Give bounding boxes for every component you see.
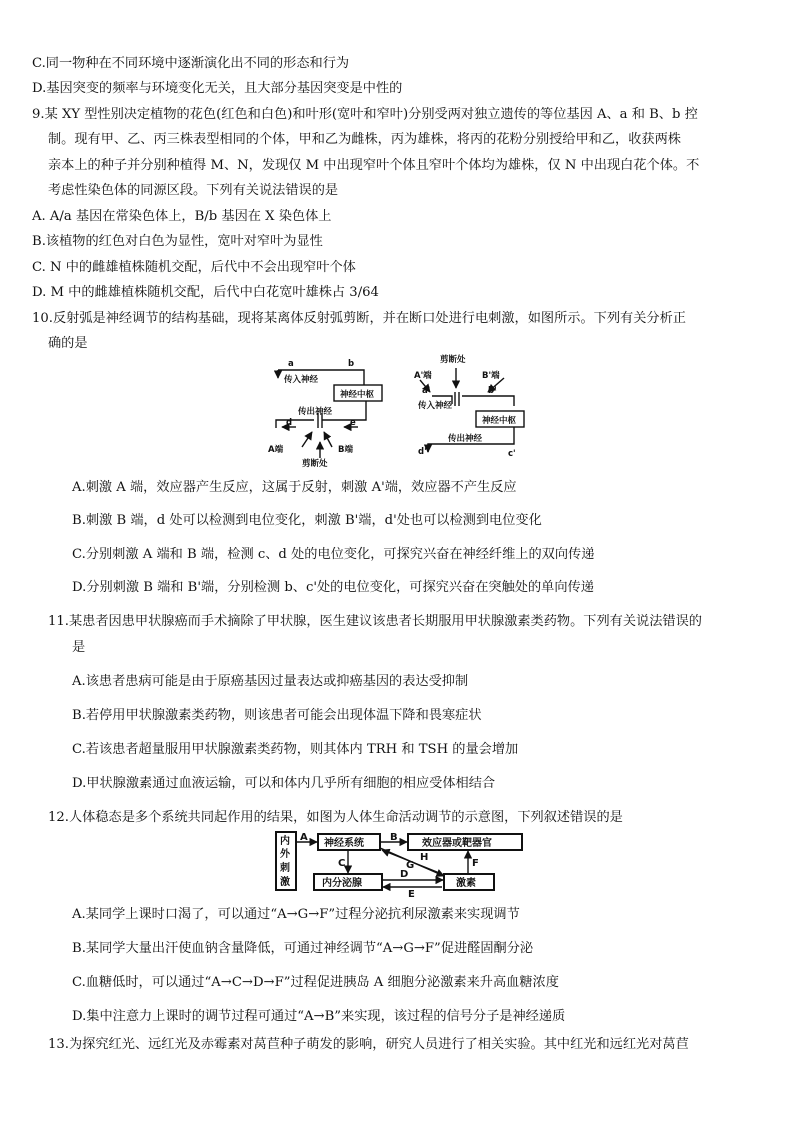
right-cut-label: 剪断处 xyxy=(440,355,466,365)
option-c-evolution: C.同一物种在不同环境中逐渐演化出不同的形态和行为 xyxy=(32,56,350,71)
right-label-c: c' xyxy=(508,449,516,459)
left-label-a: a xyxy=(288,359,294,369)
option-d-evolution: D.基因突变的频率与环境变化无关，且大部分基因突变是中性的 xyxy=(32,81,403,96)
q9-stem-line1: 9.某 XY 型性别决定植物的花色(红色和白色)和叶形(宽叶和窄叶)分别受两对独立遗传的等位基因 A、a 和 B、b 控 xyxy=(32,107,698,122)
left-label-d: d xyxy=(286,418,293,428)
q12-option-d: D.集中注意力上课时的调节过程可通过“A→B”来实现，该过程的信号分子是神经递质 xyxy=(72,1009,566,1024)
right-afferent-label: 传入神经 xyxy=(418,401,453,411)
endocrine-label: 内分泌腺 xyxy=(322,878,362,889)
left-label-e: e xyxy=(350,418,356,428)
arrow-label-a: A xyxy=(300,832,308,843)
q10-option-d: D.分别刺激 B 端和 B'端，分别检测 b、c'处的电位变化，可探究兴奋在突触处的单向传递 xyxy=(72,580,594,595)
q9-option-d: D. M 中的雌雄植株随机交配，后代中白花宽叶雄株占 3/64 xyxy=(32,285,379,300)
left-label-b: b xyxy=(348,359,355,369)
q11-option-d: D.甲状腺激素通过血液运输，可以和体内几乎所有细胞的相应受体相结合 xyxy=(72,776,496,791)
q10-stem-line2: 确的是 xyxy=(48,336,88,351)
nervous-system-label: 神经系统 xyxy=(324,838,364,849)
hormone-label: 激素 xyxy=(456,878,476,889)
q9-stem-line3: 亲本上的种子并分别种植得 M、N，发现仅 M 中出现窄叶个体且窄叶个体均为雄株，仅 N 中出现白花个体。不 xyxy=(48,158,700,173)
right-efferent-label: 传出神经 xyxy=(448,434,483,444)
arrow-label-f: F xyxy=(472,858,479,869)
q9-stem-line2: 制。现有甲、乙、丙三株表型相同的个体，甲和乙为雌株，丙为雄株，将丙的花粉分别授给甲和乙，收获两株 xyxy=(48,132,681,147)
arrow-label-d: D xyxy=(400,869,409,880)
arrow-label-g: G xyxy=(406,860,415,871)
left-afferent-label: 传入神经 xyxy=(284,375,319,385)
q11-option-b: B.若停用甲状腺激素类药物，则该患者可能会出现体温下降和畏寒症状 xyxy=(72,708,482,723)
q12-option-c: C.血糖低时，可以通过“A→C→D→F”过程促进胰岛 A 细胞分泌激素来升高血糖浓度 xyxy=(72,975,559,990)
stimulus-char-1: 内 xyxy=(280,836,290,847)
q12-option-a: A.某同学上课时口渴了，可以通过“A→G→F”过程分泌抗利尿激素来实现调节 xyxy=(72,907,520,922)
q11-stem-line2: 是 xyxy=(72,640,86,655)
right-afferent-right xyxy=(462,396,514,406)
left-cut-label: 剪断处 xyxy=(302,459,328,469)
left-efferent-label: 传出神经 xyxy=(298,407,333,417)
stimulus-char-3: 刺 xyxy=(280,863,290,874)
arrow-label-h: H xyxy=(420,852,429,863)
reflex-arc-figure xyxy=(262,348,544,470)
q10-option-a: A.刺激 A 端，效应器产生反应，这属于反射，刺激 A'端，效应器不产生反应 xyxy=(72,480,517,495)
q12-stem: 12.人体稳态是多个系统共同起作用的结果，如图为人体生命活动调节的示意图，下列叙述错误的是 xyxy=(48,810,623,825)
stimulus-char-4: 激 xyxy=(280,877,290,888)
left-a-end-label: A端 xyxy=(268,445,284,455)
q11-option-c: C.若该患者超量服用甲状腺激素类药物，则其体内 TRH 和 TSH 的量会增加 xyxy=(72,742,519,757)
right-label-d: d' xyxy=(418,447,427,457)
q9-option-c: C. N 中的雌雄植株随机交配，后代中不会出现窄叶个体 xyxy=(32,260,356,275)
q11-stem-line1: 11.某患者因患甲状腺癌而手术摘除了甲状腺，医生建议该患者长期服用甲状腺激素类药物。下列有关说法错误的 xyxy=(48,614,702,629)
right-center-label: 神经中枢 xyxy=(482,416,517,426)
q12-option-b: B.某同学大量出汗使血钠含量降低，可通过神经调节“A→G→F”促进醛固酮分泌 xyxy=(72,941,534,956)
left-b-end-label: B端 xyxy=(338,445,353,455)
q10-stem-line1: 10.反射弧是神经调节的结构基础，现将某离体反射弧剪断，并在断口处进行电刺激，如图所示。下列有关分析正 xyxy=(32,311,686,326)
q9-option-a: A. A/a 基因在常染色体上，B/b 基因在 X 染色体上 xyxy=(32,209,332,224)
q9-stem-line4: 考虑性染色体的同源区段。下列有关说法错误的是 xyxy=(48,183,339,198)
stimulus-char-2: 外 xyxy=(280,849,290,860)
q10-option-c: C.分别刺激 A 端和 B 端，检测 c、d 处的电位变化，可探究兴奋在神经纤维上的双向传递 xyxy=(72,547,595,562)
arrow-label-b: B xyxy=(390,832,398,843)
arrow-label-c: C xyxy=(338,858,346,869)
right-a-end-label: A'端 xyxy=(414,371,432,381)
right-label-a: a' xyxy=(422,386,431,396)
q13-stem: 13.为探究红光、远红光及赤霉素对莴苣种子萌发的影响，研究人员进行了相关实验。其中红光和远红光对莴苣 xyxy=(48,1037,689,1052)
q9-option-b: B.该植物的红色对白色为显性，宽叶对窄叶为显性 xyxy=(32,234,323,249)
q11-option-a: A.该患者患病可能是由于原癌基因过量表达或抑癌基因的表达受抑制 xyxy=(72,674,469,689)
left-center-label: 神经中枢 xyxy=(340,390,375,400)
effector-label: 效应器或靶器官 xyxy=(422,838,492,849)
right-b-end-label: B'端 xyxy=(482,371,500,381)
right-label-b: b' xyxy=(488,386,497,396)
homeostasis-regulation-figure xyxy=(274,830,524,900)
arrow-label-e: E xyxy=(408,889,415,900)
q10-option-b: B.刺激 B 端，d 处可以检测到电位变化，刺激 B'端，d'处也可以检测到电位变化 xyxy=(72,513,542,528)
